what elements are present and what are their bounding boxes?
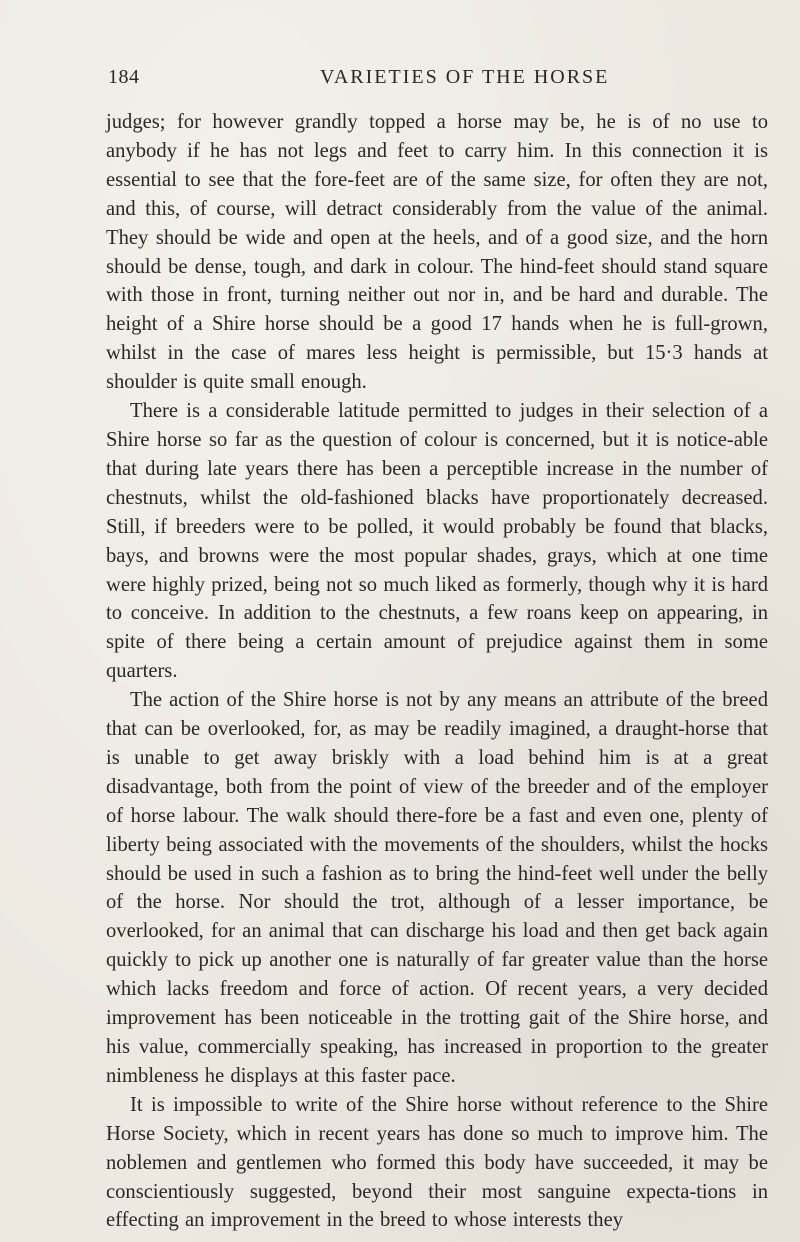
- body-text: [106, 108, 768, 1235]
- running-title: VARIETIES OF THE HORSE: [320, 66, 610, 88]
- paragraph: It is impossible to write of the Shire horse without reference to the Shire Horse Society, which in recent years has done so much to improve him. The noblemen and gentlemen who formed this body have succeeded, it may be conscientiously suggested, beyond their most sanguine expecta-tions in effecting an improvement in the breed to whose interests they: [106, 1093, 768, 1232]
- paragraph: judges; for however grandly topped a horse may be, he is of no use to anybody if he has not legs and feet to carry him. In this connection it is essential to see that the fore-feet are of the same size, for often they are not, and this, of course, will detract considerably from the value of the animal. They should be wide and open at the heels, and of a good size, and the horn should be dense, tough, and dark in colour. The hind-feet should stand square with those in front, turning neither out nor in, and be hard and durable. The height of a Shire horse should be a good 17 hands when he is full-grown, whilst in the case of mares less height is permissible, but 15·3 hands at shoulder is quite small enough.: [106, 111, 768, 394]
- paragraph: There is a considerable latitude permitted to judges in their selection of a Shire horse so far as the question of colour is concerned, but it is notice-able that during late years there has been a perceptible increase in the number of chestnuts, whilst the old-fashioned blacks have proportionately decreased. Still, if breeders were to be polled, it would probably be found that blacks, bays, and browns were the most popular shades, grays, which at one time were highly prized, being not so much liked as formerly, though why it is hard to conceive. In addition to the chestnuts, a few roans keep on appearing, in spite of there being a certain amount of prejudice against them in some quarters.: [106, 400, 768, 683]
- page-number: 184: [108, 66, 140, 88]
- running-head: [108, 66, 768, 96]
- paragraph: The action of the Shire horse is not by any means an attribute of the breed that can be overlooked, for, as may be readily imagined, a draught-horse that is unable to get away briskly with a load behind him is at a great disadvantage, both from the point of view of the breeder and of the employer of horse labour. The walk should there-fore be a fast and even one, plenty of liberty being associated with the movements of the shoulders, whilst the hocks should be used in such a fashion as to bring the hind-feet well under the belly of the horse. Nor should the trot, although of a lesser importance, be overlooked, for an animal that can discharge his load and then get back again quickly to pick up another one is naturally of far greater value than the horse which lacks freedom and force of action. Of recent years, a very decided improvement has been noticeable in the trotting gait of the Shire horse, and his value, commercially speaking, has increased in proportion to the greater nimbleness he displays at this faster pace.: [106, 689, 768, 1087]
